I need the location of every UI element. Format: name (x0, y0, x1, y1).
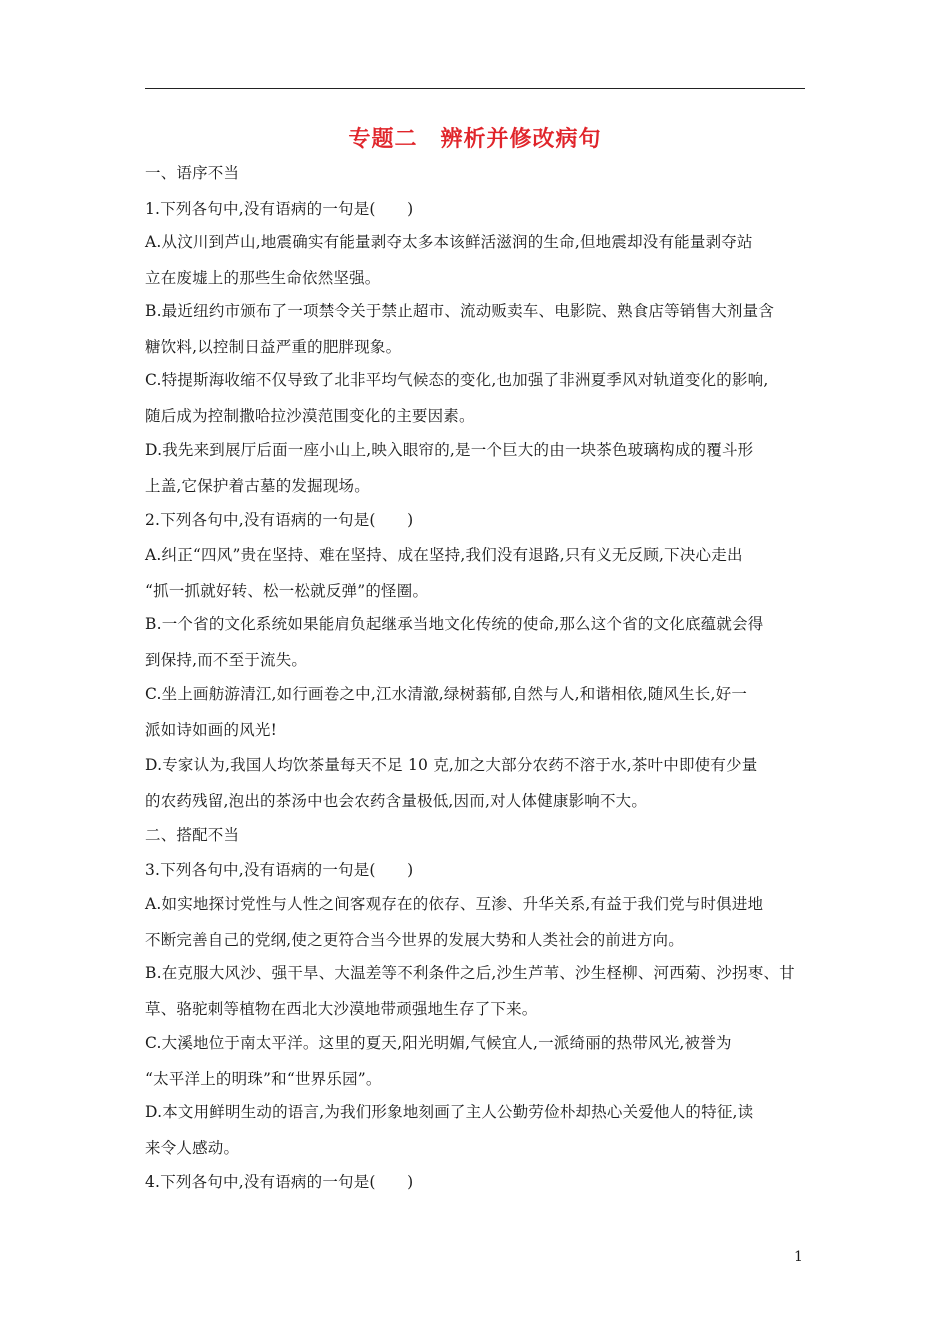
text-line: 的农药残留,泡出的茶汤中也会农药含量极低,因而,对人体健康影响不大。 (145, 792, 648, 810)
text-line: A.纠正“四风”贵在坚持、难在坚持、成在坚持,我们没有退路,只有义无反顾,下决心走出 (145, 546, 743, 564)
text-line: “太平洋上的明珠”和“世界乐园”。 (145, 1070, 382, 1088)
text-line: 一、语序不当 (145, 164, 240, 182)
text-line: 上盖,它保护着古墓的发掘现场。 (145, 477, 370, 495)
text-line: 草、骆驼刺等植物在西北大沙漠地带顽强地生存了下来。 (145, 1000, 538, 1018)
text-line: B.一个省的文化系统如果能肩负起继承当地文化传统的使命,那么这个省的文化底蕴就会得 (145, 615, 764, 633)
text-line: C.大溪地位于南太平洋。这里的夏天,阳光明媚,气候宜人,一派绮丽的热带风光,被誉为 (145, 1034, 732, 1052)
text-line: D.我先来到展厅后面一座小山上,映入眼帘的,是一个巨大的由一块茶色玻璃构成的覆斗形 (145, 441, 754, 459)
text-line: 糖饮料,以控制日益严重的肥胖现象。 (145, 338, 402, 356)
text-line: A.从汶川到芦山,地震确实有能量剥夺太多本该鲜活滋润的生命,但地震却没有能量剥夺站 (145, 233, 753, 251)
text-line: A.如实地探讨党性与人性之间客观存在的依存、互渗、升华关系,有益于我们党与时俱进地 (145, 895, 764, 913)
text-line: B.在克服大风沙、强干旱、大温差等不利条件之后,沙生芦苇、沙生柽柳、河西菊、沙拐枣、甘 (145, 964, 795, 982)
text-line: 到保持,而不至于流失。 (145, 651, 308, 669)
text-line: 2.下列各句中,没有语病的一句是( ) (145, 511, 414, 529)
page-number: 1 (794, 1249, 803, 1265)
page-title: 专题二 辨析并修改病句 (348, 127, 602, 152)
text-line: 二、搭配不当 (145, 826, 240, 844)
text-line: 4.下列各句中,没有语病的一句是( ) (145, 1173, 414, 1191)
text-line: C.坐上画舫游清江,如行画卷之中,江水清澈,绿树蓊郁,自然与人,和谐相依,随风生长,好一 (145, 685, 748, 703)
text-line: “抓一抓就好转、松一松就反弹”的怪圈。 (145, 582, 429, 600)
header-rule (145, 88, 805, 89)
text-line: 不断完善自己的党纲,使之更符合当今世界的发展大势和人类社会的前进方向。 (145, 931, 684, 949)
text-line: D.专家认为,我国人均饮茶量每天不足 10 克,加之大部分农药不溶于水,茶叶中即使有少量 (145, 756, 758, 774)
text-line: 立在废墟上的那些生命依然坚强。 (145, 269, 381, 287)
text-line: 随后成为控制撒哈拉沙漠范围变化的主要因素。 (145, 407, 475, 425)
text-line: B.最近纽约市颁布了一项禁令关于禁止超市、流动贩卖车、电影院、熟食店等销售大剂量含 (145, 302, 775, 320)
text-line: D.本文用鲜明生动的语言,为我们形象地刻画了主人公勤劳俭朴却热心关爱他人的特征,读 (145, 1103, 754, 1121)
text-line: C.特提斯海收缩不仅导致了北非平均气候态的变化,也加强了非洲夏季风对轨道变化的影响, (145, 371, 769, 389)
text-line: 1.下列各句中,没有语病的一句是( ) (145, 200, 414, 218)
text-line: 3.下列各句中,没有语病的一句是( ) (145, 861, 414, 879)
text-line: 派如诗如画的风光! (145, 721, 278, 739)
text-line: 来令人感动。 (145, 1139, 240, 1157)
